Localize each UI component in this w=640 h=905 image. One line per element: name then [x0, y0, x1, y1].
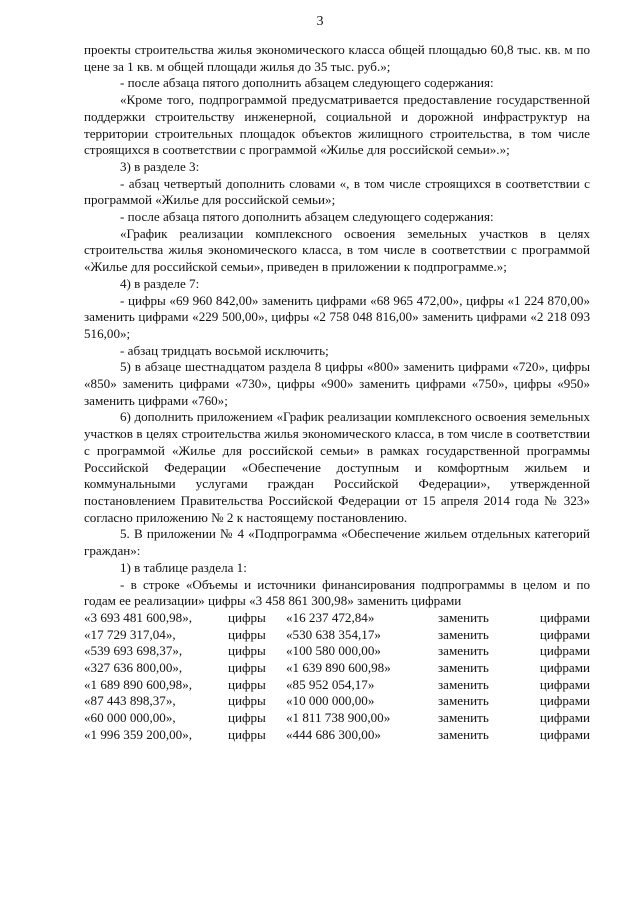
paragraph: 3) в разделе 3:: [120, 158, 200, 174]
figures-cell: «60 000 000,00»,: [84, 710, 176, 726]
figures-cell: цифры: [228, 710, 266, 726]
paragraph: «Кроме того, подпрограммой предусматривается предоставление государственной поддержки строительству инженерной, социальной и дорожной инфраструктур на территории строительных площадок объектов жилищного строительства, в том числе строящихся в соответствии с программой «Жилье для российской семьи».»;: [84, 92, 590, 158]
figures-cell: цифрами: [539, 726, 590, 742]
figures-cell: «85 952 054,17»: [286, 676, 375, 692]
paragraph: проекты строительства жилья экономического класса общей площадью 60,8 тыс. кв. м по цене за 1 кв. м общей площади жилья до 35 тыс. руб.»;: [84, 42, 590, 74]
figures-cell: цифрами: [539, 626, 590, 642]
figures-cell: цифры: [228, 726, 266, 742]
figures-cell: цифры: [228, 609, 266, 625]
figures-cell: заменить: [438, 710, 489, 726]
figures-cell: цифры: [228, 643, 266, 659]
figures-cell: «444 686 300,00»: [286, 726, 381, 742]
figures-cell: цифрами: [539, 643, 590, 659]
paragraph: 6) дополнить приложением «График реализации комплексного освоения земельных участков в целях строительства жилья экономического класса, в том числе в соответствии с программой «Жилье для российской семьи» в рамках государственной программы Российской Федерации «Обеспечение доступным и комфортным жильем и коммунальными услугами граждан Российской Федерации», утвержденной постановлением Правительства Российской Федерации от 15 апреля 2014 года № 323» согласно приложению № 2 к настоящему постановлению.: [84, 409, 590, 525]
paragraph: 1) в таблице раздела 1:: [120, 559, 247, 575]
paragraph: - после абзаца пятого дополнить абзацем следующего содержания:: [120, 209, 494, 225]
figures-cell: «17 729 317,04»,: [84, 626, 176, 642]
paragraph: - цифры «69 960 842,00» заменить цифрами «68 965 472,00», цифры «1 224 870,00» заменить цифрами «229 500,00», цифры «2 758 048 816,00» заменить цифрами «2 218 093 516,00»;: [84, 292, 590, 341]
figures-cell: цифры: [228, 626, 266, 642]
figures-table: [84, 610, 590, 744]
document-body: [84, 42, 590, 744]
figures-cell: цифрами: [539, 710, 590, 726]
figures-cell: цифры: [228, 676, 266, 692]
paragraph: «График реализации комплексного освоения земельных участков в целях строительства жилья экономического класса, в том числе в соответствии с программой «Жилье для российской семьи», приведен в приложении к подпрограмме.»;: [84, 225, 590, 275]
figures-cell: «1 689 890 600,98»,: [84, 676, 193, 692]
paragraph: - после абзаца пятого дополнить абзацем следующего содержания:: [120, 75, 494, 91]
paragraph: 5) в абзаце шестнадцатом раздела 8 цифры «800» заменить цифрами «720», цифры «850» заменить цифрами «730», цифры «900» заменить цифрами «750», цифры «950» заменить цифрами «760»;: [84, 359, 590, 408]
figures-cell: заменить: [438, 693, 489, 709]
figures-cell: «1 996 359 200,00»,: [84, 726, 193, 742]
figures-cell: цифрами: [539, 660, 590, 676]
figures-cell: «1 639 890 600,98»: [286, 660, 391, 676]
figures-cell: заменить: [438, 660, 489, 676]
paragraphs: [84, 42, 590, 610]
figures-cell: «539 693 698,37»,: [84, 643, 183, 659]
figures-cell: заменить: [438, 726, 489, 742]
figures-cell: «530 638 354,17»: [286, 626, 381, 642]
figures-cell: цифрами: [539, 676, 590, 692]
figures-cell: цифры: [228, 693, 266, 709]
page-number: 3: [316, 14, 324, 29]
paragraph: - абзац тридцать восьмой исключить;: [120, 342, 329, 358]
figures-cell: «100 580 000,00»: [286, 643, 381, 659]
figures-cell: цифрами: [539, 609, 590, 625]
figures-cell: цифры: [228, 660, 266, 676]
paragraph: 5. В приложении № 4 «Подпрограмма «Обеспечение жильем отдельных категорий граждан»:: [84, 526, 590, 559]
figures-cell: «1 811 738 900,00»: [286, 710, 391, 726]
paragraph: - в строке «Объемы и источники финансирования подпрограммы в целом и по годам ее реализации» цифры «3 458 861 300,98» заменить цифрами: [84, 576, 590, 609]
figures-cell: заменить: [438, 643, 489, 659]
figures-cell: заменить: [438, 676, 489, 692]
figures-cell: цифрами: [539, 693, 590, 709]
figures-cell: «3 693 481 600,98»,: [84, 609, 193, 625]
figures-cell: «10 000 000,00»: [286, 693, 375, 709]
paragraph: 4) в разделе 7:: [120, 275, 200, 291]
paragraph: - абзац четвертый дополнить словами «, в том числе строящихся в соответствии с программой «Жилье для российской семьи»;: [84, 175, 590, 208]
figures-cell: «327 636 800,00»,: [84, 660, 183, 676]
figures-cell: заменить: [438, 626, 489, 642]
figures-cell: «87 443 898,37»,: [84, 693, 176, 709]
figures-cell: «16 237 472,84»: [286, 609, 375, 625]
figures-cell: заменить: [438, 609, 489, 625]
